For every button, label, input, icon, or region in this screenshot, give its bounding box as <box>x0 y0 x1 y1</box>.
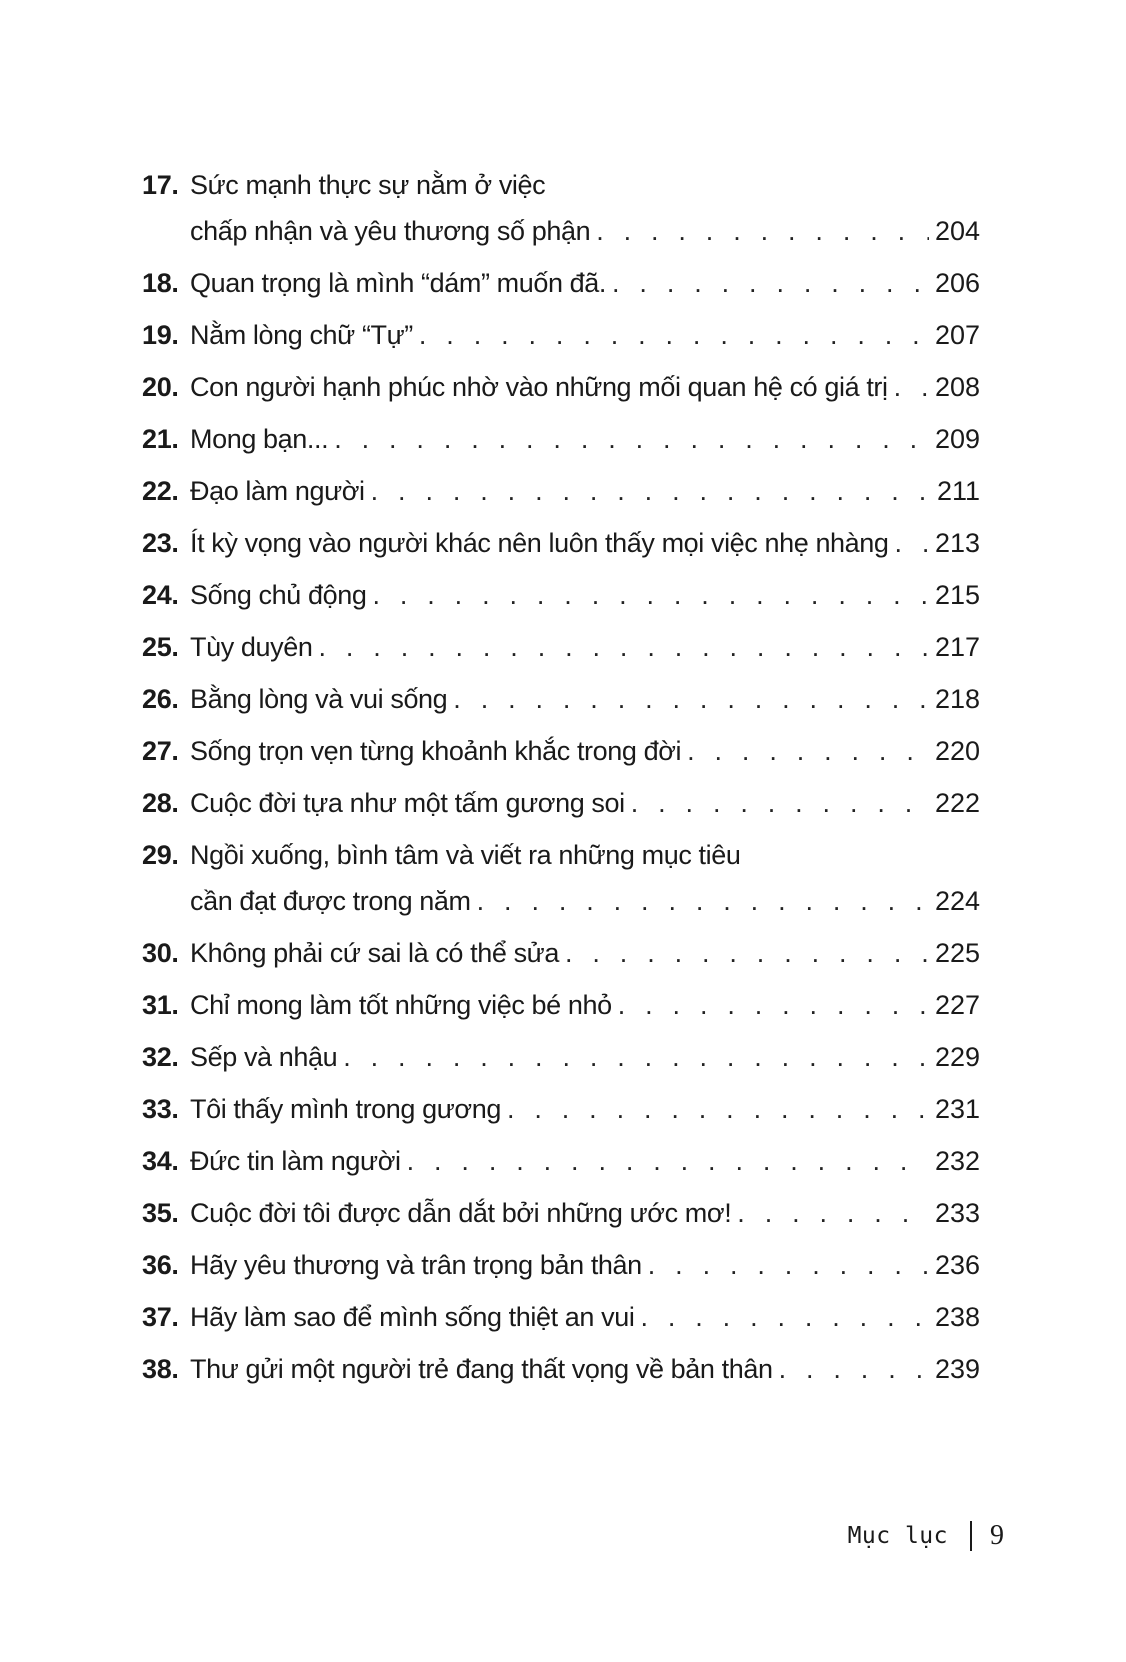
toc-entry-body <box>190 930 980 976</box>
toc-entry <box>142 1086 980 1132</box>
toc-entry-page: 236 <box>934 1250 980 1280</box>
toc-entry-number: 38. <box>142 1354 179 1384</box>
toc-dot-leader <box>618 982 929 1028</box>
toc-entry <box>142 1346 980 1392</box>
toc-entry-number: 25. <box>142 632 179 662</box>
toc-entry-number: 24. <box>142 580 179 610</box>
toc-entry <box>142 676 980 722</box>
toc-entry-number: 27. <box>142 736 179 766</box>
toc-entry-number: 37. <box>142 1302 179 1332</box>
toc-entry-page: 218 <box>934 684 980 714</box>
toc-dot-leader <box>640 1294 928 1340</box>
toc-entry-title: Tùy duyên <box>190 632 313 662</box>
toc-entry-page: 217 <box>934 632 980 662</box>
toc-dot-leader <box>507 1086 929 1132</box>
toc-entry-title: Cuộc đời tựa như một tấm gương soi <box>190 788 625 818</box>
toc-dot-leader <box>372 572 928 618</box>
toc-entry-title-line1: Sức mạnh thực sự nằm ở việc <box>190 170 546 200</box>
toc-entry-page: 211 <box>936 476 980 506</box>
toc-entry <box>142 162 980 254</box>
toc-entry-title: Cuộc đời tôi được dẫn dắt bởi những ước mơ! <box>190 1198 732 1228</box>
toc-entry-body <box>190 572 980 618</box>
toc-entry-title: Hãy làm sao để mình sống thiệt an vui <box>190 1302 635 1332</box>
toc-entry <box>142 780 980 826</box>
toc-entry-number: 26. <box>142 684 179 714</box>
toc-entry-page: 209 <box>934 424 980 454</box>
toc-entry-line <box>190 1294 980 1340</box>
toc-entry-title: Đức tin làm người <box>190 1146 401 1176</box>
toc-entry-title: Sống trọn vẹn từng khoảnh khắc trong đời <box>190 736 682 766</box>
toc-entry-body <box>190 1034 980 1080</box>
toc-entry-title-line1: Ngồi xuống, bình tâm và viết ra những mục tiêu <box>190 840 741 870</box>
toc-entry-title: Ít kỳ vọng vào người khác nên luôn thấy mọi việc nhẹ nhàng <box>190 528 889 558</box>
toc-entry-title: Bằng lòng và vui sống <box>190 684 448 714</box>
footer-divider <box>970 1521 972 1551</box>
toc-entry-body <box>190 1138 980 1184</box>
toc-entry <box>142 260 980 306</box>
toc-entry-title: Con người hạnh phúc nhờ vào những mối quan hệ có giá trị <box>190 372 888 402</box>
toc-dot-leader <box>779 1346 929 1392</box>
toc-dot-leader <box>894 364 929 410</box>
toc-entry-body <box>190 364 980 410</box>
toc-entry-title: Không phải cứ sai là có thể sửa <box>190 938 559 968</box>
toc-dot-leader <box>318 624 928 670</box>
toc-entry-page: 232 <box>934 1146 980 1176</box>
toc-dot-leader <box>453 676 929 722</box>
toc-entry-page: 220 <box>934 736 980 766</box>
toc-dot-leader <box>612 260 929 306</box>
toc-entry-body <box>190 1190 980 1236</box>
toc-entry-page: 239 <box>934 1354 980 1384</box>
toc-entry <box>142 728 980 774</box>
toc-entry-line <box>190 1190 980 1236</box>
toc-entry-line <box>190 930 980 976</box>
toc-entry <box>142 930 980 976</box>
toc-entry-line <box>190 982 980 1028</box>
toc-dot-leader <box>596 208 929 254</box>
toc-dot-leader <box>895 520 929 566</box>
toc-entry <box>142 468 980 514</box>
toc-entry-body <box>190 1086 980 1132</box>
toc-entry <box>142 312 980 358</box>
toc-dot-leader <box>631 780 929 826</box>
toc-dot-leader <box>334 416 929 462</box>
toc-entry-line <box>190 468 980 514</box>
toc-entry-number: 29. <box>142 840 179 870</box>
toc-entry-body <box>190 468 980 514</box>
toc-entry-body <box>190 780 980 826</box>
toc-entry <box>142 520 980 566</box>
toc-entry-title: Hãy yêu thương và trân trọng bản thân <box>190 1250 642 1280</box>
toc-dot-leader <box>343 1034 929 1080</box>
toc-entry <box>142 416 980 462</box>
toc-entry-body <box>190 162 980 254</box>
toc-entry <box>142 572 980 618</box>
toc-entry-page: 213 <box>934 528 980 558</box>
toc-entry-title: Nằm lòng chữ “Tự” <box>190 320 413 350</box>
toc-entry-line <box>190 1138 980 1184</box>
toc-entry-page: 208 <box>934 372 980 402</box>
toc-entry-line <box>190 520 980 566</box>
toc-entry-title: chấp nhận và yêu thương số phận <box>190 216 591 246</box>
toc-entry-title: Sống chủ động <box>190 580 367 610</box>
toc-entry-line <box>190 1086 980 1132</box>
table-of-contents <box>142 162 980 1398</box>
toc-dot-leader <box>737 1190 929 1236</box>
toc-entry-number: 23. <box>142 528 179 558</box>
toc-entry-body <box>190 312 980 358</box>
toc-entry-number: 19. <box>142 320 179 350</box>
toc-entry-line <box>190 1346 980 1392</box>
toc-entry-body <box>190 982 980 1028</box>
toc-entry-line <box>190 208 980 254</box>
toc-entry-number: 32. <box>142 1042 179 1072</box>
toc-entry-title: Tôi thấy mình trong gương <box>190 1094 501 1124</box>
toc-entry-number: 20. <box>142 372 179 402</box>
toc-entry-line <box>190 572 980 618</box>
toc-entry-body <box>190 520 980 566</box>
toc-entry-page: 207 <box>934 320 980 350</box>
toc-entry-page: 231 <box>934 1094 980 1124</box>
toc-entry <box>142 1242 980 1288</box>
toc-entry-number: 35. <box>142 1198 179 1228</box>
toc-entry-number: 22. <box>142 476 179 506</box>
toc-entry-page: 206 <box>934 268 980 298</box>
toc-entry-number: 18. <box>142 268 179 298</box>
toc-entry-page: 229 <box>934 1042 980 1072</box>
toc-entry-title: Mong bạn... <box>190 424 329 454</box>
toc-entry-body <box>190 416 980 462</box>
toc-entry-body <box>190 1346 980 1392</box>
footer-section-label: Mục lục <box>847 1523 948 1549</box>
toc-entry-body <box>190 676 980 722</box>
toc-entry-line <box>190 1034 980 1080</box>
toc-entry-number: 21. <box>142 424 179 454</box>
toc-entry-line <box>190 624 980 670</box>
toc-entry-line <box>190 416 980 462</box>
toc-entry-line <box>190 728 980 774</box>
toc-entry-number: 28. <box>142 788 179 818</box>
toc-entry-page: 204 <box>934 216 980 246</box>
page-footer <box>848 1520 1004 1552</box>
toc-entry-page: 227 <box>934 990 980 1020</box>
toc-entry-line <box>190 364 980 410</box>
toc-entry-line <box>190 676 980 722</box>
toc-entry-body <box>190 1294 980 1340</box>
toc-entry-page: 224 <box>934 886 980 916</box>
toc-entry-number: 17. <box>142 170 179 200</box>
toc-dot-leader <box>565 930 929 976</box>
toc-entry-page: 233 <box>934 1198 980 1228</box>
toc-entry <box>142 1034 980 1080</box>
toc-entry-number: 36. <box>142 1250 179 1280</box>
toc-entry <box>142 1190 980 1236</box>
toc-entry-title: Sếp và nhậu <box>190 1042 338 1072</box>
toc-entry-body <box>190 624 980 670</box>
toc-entry-page: 222 <box>934 788 980 818</box>
toc-entry <box>142 1138 980 1184</box>
toc-dot-leader <box>407 1138 929 1184</box>
toc-entry-title: cần đạt được trong năm <box>190 886 471 916</box>
toc-dot-leader <box>419 312 929 358</box>
toc-entry-body <box>190 1242 980 1288</box>
toc-entry-line <box>190 878 980 924</box>
toc-dot-leader <box>477 878 929 924</box>
toc-entry-page: 238 <box>934 1302 980 1332</box>
toc-entry-number: 30. <box>142 938 179 968</box>
toc-entry-page: 215 <box>934 580 980 610</box>
toc-entry-line <box>190 312 980 358</box>
toc-entry-title: Thư gửi một người trẻ đang thất vọng về bản thân <box>190 1354 773 1384</box>
toc-entry-body <box>190 260 980 306</box>
page-number: 9 <box>990 1520 1004 1551</box>
toc-entry <box>142 832 980 924</box>
toc-entry-body <box>190 728 980 774</box>
toc-dot-leader <box>687 728 929 774</box>
toc-entry-line <box>190 1242 980 1288</box>
toc-entry-number: 33. <box>142 1094 179 1124</box>
toc-entry <box>142 1294 980 1340</box>
toc-entry-line <box>190 260 980 306</box>
toc-entry <box>142 364 980 410</box>
toc-dot-leader <box>648 1242 929 1288</box>
toc-entry <box>142 624 980 670</box>
toc-dot-leader <box>371 468 931 514</box>
toc-entry-body <box>190 832 980 924</box>
toc-entry-title: Chỉ mong làm tốt những việc bé nhỏ <box>190 990 612 1020</box>
toc-entry-title: Quan trọng là mình “dám” muốn đã. <box>190 268 607 298</box>
toc-entry-number: 34. <box>142 1146 179 1176</box>
toc-entry-number: 31. <box>142 990 179 1020</box>
toc-entry <box>142 982 980 1028</box>
toc-entry-title: Đạo làm người <box>190 476 365 506</box>
toc-entry-line <box>190 780 980 826</box>
toc-entry-page: 225 <box>934 938 980 968</box>
